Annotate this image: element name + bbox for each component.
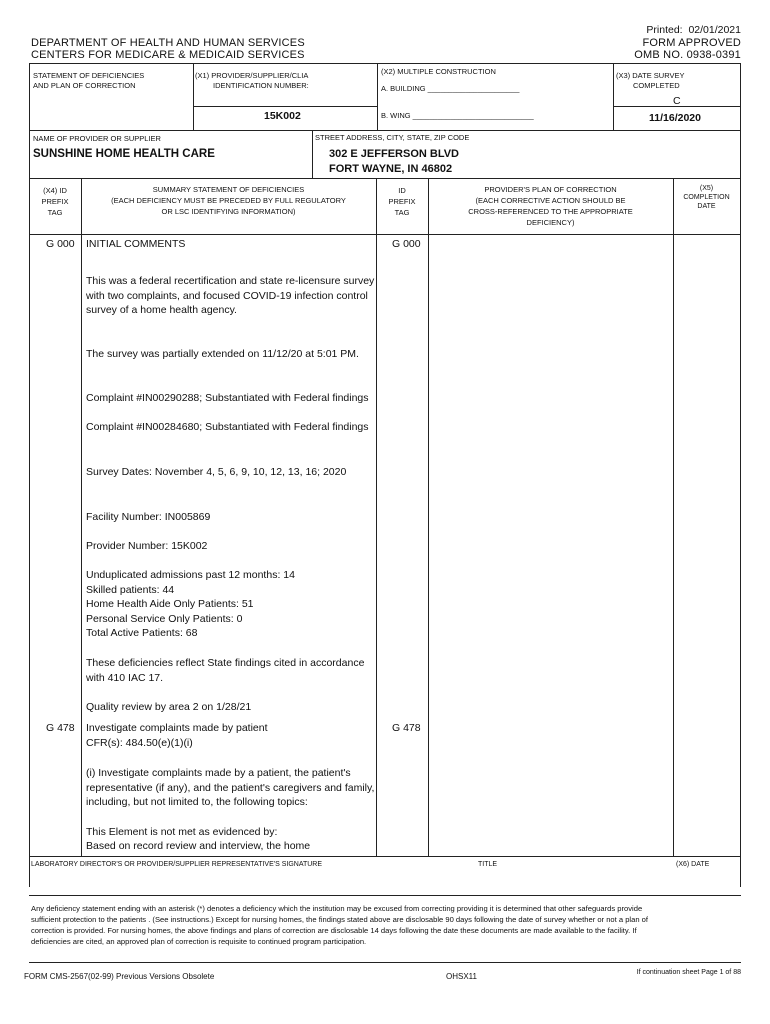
para-skilled: Skilled patients: 44: [86, 584, 175, 596]
printed-date-line: [646, 24, 741, 36]
para-aide-only: Home Health Aide Only Patients: 51: [86, 598, 254, 610]
dept-line2: CENTERS FOR MEDICARE & MEDICAID SERVICES: [31, 49, 305, 61]
para-element-not-met: This Element is not met as evidenced by:: [86, 826, 278, 838]
tag-g478-right: G 478: [392, 722, 421, 734]
x3-line2: COMPLETED: [633, 81, 680, 90]
event-id: OHSX11: [446, 972, 477, 981]
tag-g478: G 478: [46, 722, 75, 734]
page-number: If continuation sheet Page 1 of 88: [636, 969, 741, 976]
summary-line2: (EACH DEFICIENCY MUST BE PRECEDED BY FULL REGULATORY: [111, 196, 346, 205]
x3-letter: C: [673, 95, 681, 107]
disclosure-footnote: Any deficiency statement ending with an asterisk (*) denotes a deficiency which the institution may be excused from correcting providing it is determined that other safeguards provide sufficient protection to the patients . (See instructions.) Except for nursing homes, the findings stated above are disclosable 90 days following the date of survey whether or not a plan of correction is provided. For nursing homes, the above findings and plans of correction are disclosable 14 days following the date these documents are made available to the facility. If deficiencies are cited, an approved plan of correction is requisite to continued program participation.: [31, 904, 648, 946]
form-approved: FORM APPROVED: [642, 37, 741, 49]
x4-line1: (X4) ID: [43, 186, 67, 195]
para-complaint-1: Complaint #IN00290288; Substantiated with Federal findings: [86, 392, 369, 404]
printed-date: 02/01/2021: [688, 24, 741, 36]
x4-line2: PREFIX: [41, 197, 69, 206]
summary-line3: OR LSC IDENTIFYING INFORMATION): [161, 207, 296, 216]
id-line1: ID: [398, 186, 406, 195]
x3-line1: (X3) DATE SURVEY: [616, 71, 685, 80]
para-total-active: Total Active Patients: 68: [86, 627, 198, 639]
building-field: A. BUILDING ______________________: [381, 84, 520, 93]
wing-field: B. WING _____________________________: [381, 111, 534, 120]
g478-title: Investigate complaints made by patient: [86, 722, 268, 734]
x5-line2: COMPLETION: [683, 194, 730, 201]
tag-g000-right: G 000: [392, 238, 421, 250]
provider-id: 15K002: [264, 110, 301, 122]
para-admissions: Unduplicated admissions past 12 months: 14: [86, 569, 295, 581]
para-complaint-2: Complaint #IN00284680; Substantiated with Federal findings: [86, 421, 369, 433]
para-facility-number: Facility Number: IN005869: [86, 511, 211, 523]
para-quality-review: Quality review by area 2 on 1/28/21: [86, 701, 252, 713]
statement-line1: STATEMENT OF DEFICIENCIES: [33, 71, 145, 80]
para-provider-number: Provider Number: 15K002: [86, 540, 208, 552]
address-line1: 302 E JEFFERSON BLVD: [329, 148, 459, 160]
provider-name: SUNSHINE HOME HEALTH CARE: [33, 148, 215, 160]
plan-line1: PROVIDER'S PLAN OF CORRECTION: [484, 185, 617, 194]
para-state-findings: These deficiencies reflect State findings cited in accordance with 410 IAC 17.: [86, 657, 365, 684]
para-investigate: (i) Investigate complaints made by a patient, the patient's representative (if any), and the patient's caregivers and family, including, but not limited to, the following topics:: [86, 767, 375, 809]
plan-line3: CROSS-REFERENCED TO THE APPROPRIATE: [468, 207, 633, 216]
x5-line3: DATE: [697, 203, 716, 210]
signature-date: (X6) DATE: [676, 861, 710, 868]
survey-date: 11/16/2020: [649, 112, 701, 124]
tag-g000: G 000: [46, 238, 75, 250]
para-based-on: Based on record review and interview, the home: [86, 840, 311, 852]
para-personal-service: Personal Service Only Patients: 0: [86, 613, 243, 625]
address-line2: FORT WAYNE, IN 46802: [329, 163, 453, 175]
x1-line2: IDENTIFICATION NUMBER:: [213, 81, 309, 90]
x4-line3: TAG: [47, 208, 63, 217]
printed-label: Printed:: [646, 24, 683, 36]
statement-line2: AND PLAN OF CORRECTION: [33, 81, 136, 90]
initial-comments-title: INITIAL COMMENTS: [86, 238, 186, 250]
plan-line4: DEFICIENCY): [526, 218, 575, 227]
form-number: FORM CMS-2567(02-99) Previous Versions Obsolete: [24, 972, 215, 981]
id-line3: TAG: [394, 208, 410, 217]
x1-line1: (X1) PROVIDER/SUPPLIER/CLIA: [195, 71, 309, 80]
signature-title: TITLE: [478, 861, 498, 868]
signature-label: LABORATORY DIRECTOR'S OR PROVIDER/SUPPLIER REPRESENTATIVE'S SIGNATURE: [31, 861, 323, 868]
x5-line1: (X5): [699, 185, 714, 192]
summary-line1: SUMMARY STATEMENT OF DEFICIENCIES: [152, 185, 305, 194]
id-line2: PREFIX: [388, 197, 416, 206]
address-label: STREET ADDRESS, CITY, STATE, ZIP CODE: [315, 133, 470, 142]
para-survey-description: This was a federal recertification and state re-licensure survey with two complaints, and focused COVID-19 infection control survey of a home health agency.: [86, 275, 375, 317]
dept-line1: DEPARTMENT OF HEALTH AND HUMAN SERVICES: [31, 37, 305, 49]
provider-name-label: NAME OF PROVIDER OR SUPPLIER: [33, 134, 161, 143]
omb-number: OMB NO. 0938-0391: [634, 49, 741, 61]
plan-line2: (EACH CORRECTIVE ACTION SHOULD BE: [475, 196, 626, 205]
x2-label: (X2) MULTIPLE CONSTRUCTION: [381, 67, 496, 76]
g478-cfr: CFR(s): 484.50(e)(1)(i): [86, 737, 193, 749]
para-extended: The survey was partially extended on 11/12/20 at 5:01 PM.: [86, 348, 359, 360]
para-survey-dates: Survey Dates: November 4, 5, 6, 9, 10, 12, 13, 16; 2020: [86, 466, 347, 478]
